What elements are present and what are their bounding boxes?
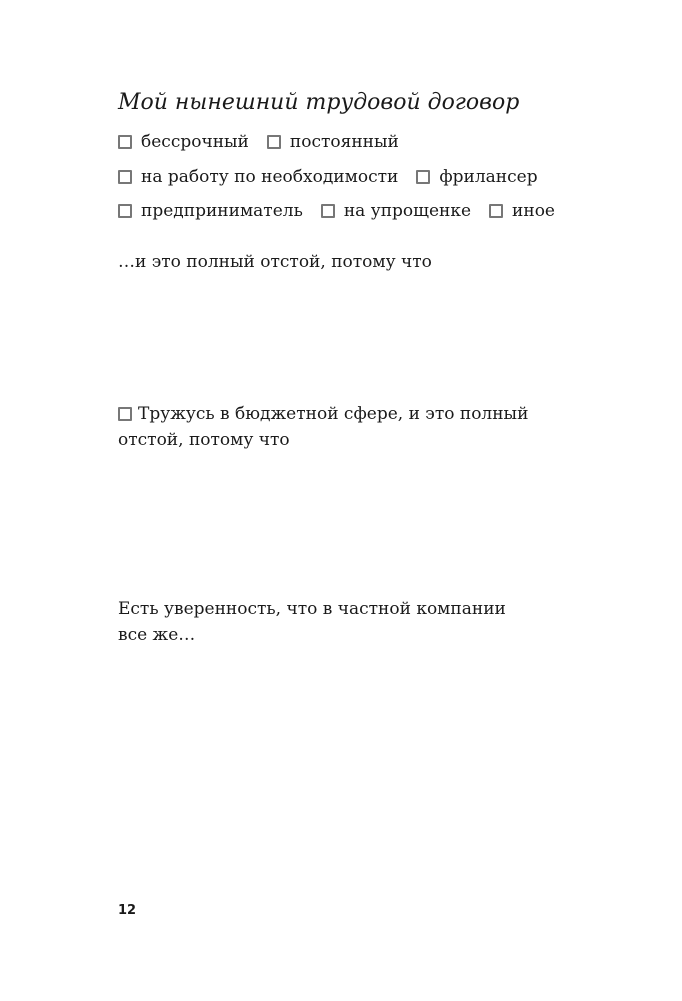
checkbox-icon[interactable] <box>489 204 503 218</box>
checkbox-icon[interactable] <box>118 407 132 421</box>
option-label: на работу по необходимости <box>141 167 399 187</box>
followup-prompt: …и это полный отстой, потому что <box>118 252 432 272</box>
option-other[interactable] <box>489 201 555 221</box>
checkbox-icon[interactable] <box>321 204 335 218</box>
options-row-3 <box>118 201 573 221</box>
option-simplified-tax[interactable] <box>321 201 471 221</box>
option-permanent-term[interactable] <box>118 132 249 152</box>
option-permanent[interactable] <box>267 132 399 152</box>
option-label: постоянный <box>289 132 399 152</box>
page-number: 12 <box>118 903 137 918</box>
option-freelancer[interactable] <box>416 167 537 187</box>
budget-line-2: отстой, потому что <box>118 430 290 450</box>
checkbox-icon[interactable] <box>118 204 132 218</box>
options-row-1 <box>118 132 417 152</box>
checkbox-icon[interactable] <box>416 170 430 184</box>
option-label: на упрощенке <box>343 201 472 221</box>
budget-line-1: Тружусь в бюджетной сфере, и это полный <box>138 404 529 424</box>
checkbox-icon[interactable] <box>118 170 132 184</box>
option-on-demand[interactable] <box>118 167 398 187</box>
option-label: предприниматель <box>141 201 303 221</box>
option-label: бессрочный <box>141 132 249 152</box>
checkbox-icon[interactable] <box>267 135 281 149</box>
section-title: Мой нынешний трудовой договор <box>118 90 520 115</box>
budget-prompt <box>118 401 528 453</box>
private-line-1: Есть уверенность, что в частной компании <box>118 599 506 619</box>
options-row-2 <box>118 167 556 187</box>
option-label: фрилансер <box>439 167 538 187</box>
private-line-2: все же… <box>118 625 196 645</box>
option-entrepreneur[interactable] <box>118 201 303 221</box>
private-prompt <box>118 596 506 648</box>
checkbox-icon[interactable] <box>118 135 132 149</box>
option-label: иное <box>512 201 555 221</box>
